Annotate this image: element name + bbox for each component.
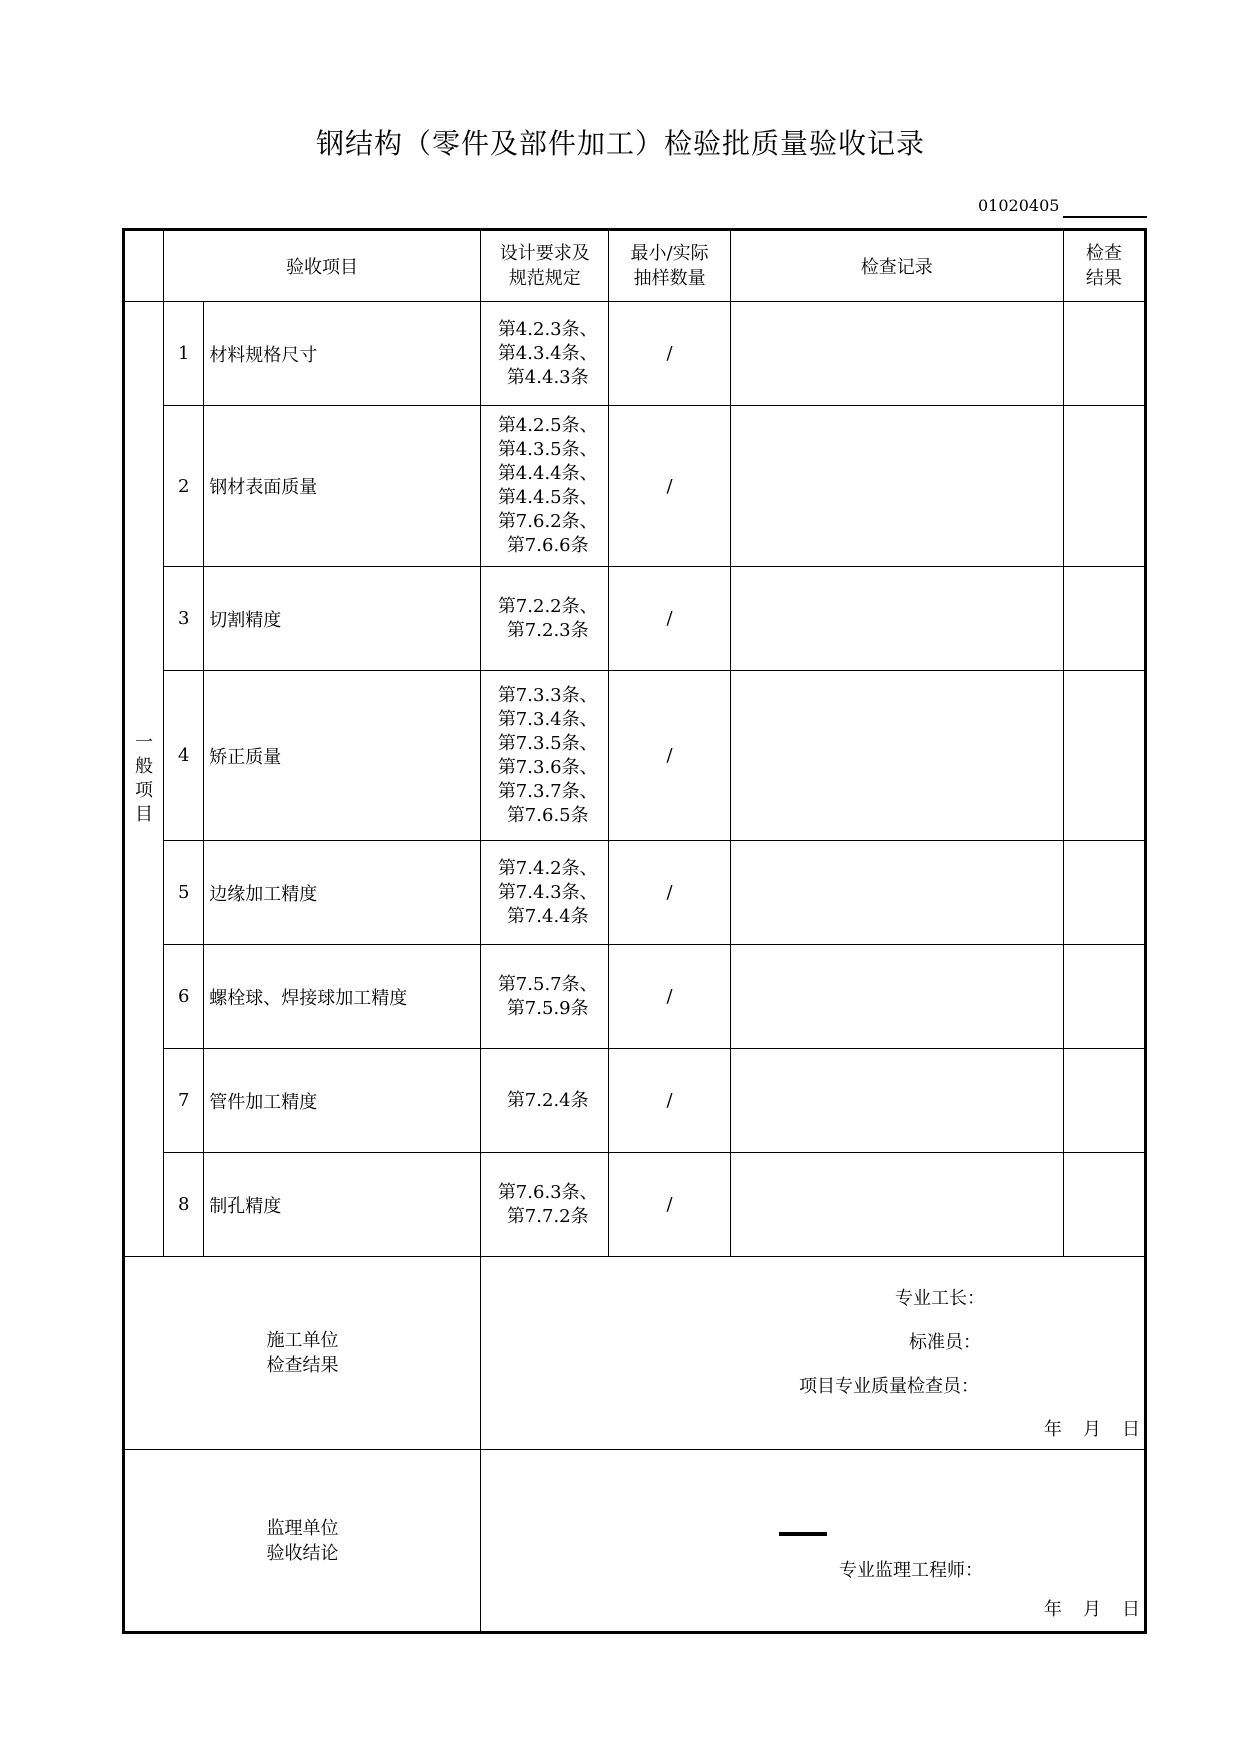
row-record-cell[interactable]	[730, 567, 1063, 671]
row-number: 6	[164, 945, 204, 1049]
table-header-row	[124, 230, 1146, 302]
row-number: 5	[164, 841, 204, 945]
row-record-cell[interactable]	[730, 406, 1063, 567]
sample-header	[609, 230, 730, 302]
row-standard: 第4.2.3条、 第4.3.4条、 第4.4.3条	[481, 302, 609, 406]
supervision-date-month: 月	[1083, 1599, 1101, 1620]
row-record-cell[interactable]	[730, 302, 1063, 406]
row-record-cell[interactable]	[730, 945, 1063, 1049]
standard-header-line2: 规范规定	[508, 268, 581, 289]
row-result-cell[interactable]	[1063, 406, 1145, 567]
row-item-name: 切割精度	[204, 567, 481, 671]
row-item-name: 螺栓球、焊接球加工精度	[204, 945, 481, 1049]
result-header-line1: 检查	[1085, 243, 1122, 264]
row-result-cell[interactable]	[1063, 302, 1145, 406]
row-sample-count: /	[609, 841, 730, 945]
signature-dash-mark	[779, 1532, 827, 1536]
row-result-cell[interactable]	[1063, 841, 1145, 945]
standard-header-line1: 设计要求及	[499, 243, 590, 264]
table-row	[124, 567, 1146, 671]
row-sample-count: /	[609, 671, 730, 841]
result-header-line2: 结果	[1085, 268, 1122, 289]
row-sample-count: /	[609, 1049, 730, 1153]
row-number: 3	[164, 567, 204, 671]
table-row	[124, 671, 1146, 841]
row-result-cell[interactable]	[1063, 945, 1145, 1049]
construction-date-day: 日	[1122, 1419, 1140, 1440]
supervision-date-year: 年	[1044, 1599, 1062, 1620]
row-standard: 第7.2.4条	[481, 1049, 609, 1153]
row-record-cell[interactable]	[730, 841, 1063, 945]
row-sample-count: /	[609, 1153, 730, 1257]
row-result-cell[interactable]	[1063, 1153, 1145, 1257]
construction-date-year: 年	[1044, 1419, 1062, 1440]
row-item-name: 制孔精度	[204, 1153, 481, 1257]
table-row	[124, 1049, 1146, 1153]
sample-header-line1: 最小/实际	[630, 243, 709, 264]
row-item-name: 边缘加工精度	[204, 841, 481, 945]
row-sample-count: /	[609, 945, 730, 1049]
row-item-name: 管件加工精度	[204, 1049, 481, 1153]
row-number: 7	[164, 1049, 204, 1153]
item-header: 验收项目	[164, 230, 481, 302]
row-standard: 第7.4.2条、 第7.4.3条、 第7.4.4条	[481, 841, 609, 945]
construction-unit-label: 施工单位 检查结果	[124, 1257, 481, 1450]
construction-unit-row	[124, 1257, 1146, 1450]
inspection-record-table	[122, 228, 1147, 1634]
row-sample-count: /	[609, 567, 730, 671]
row-standard: 第4.2.5条、 第4.3.5条、 第4.4.4条、 第4.4.5条、 第7.6.2条、 第7.6.6条	[481, 406, 609, 567]
row-result-cell[interactable]	[1063, 567, 1145, 671]
row-item-name: 矫正质量	[204, 671, 481, 841]
table-row	[124, 945, 1146, 1049]
row-standard: 第7.6.3条、 第7.7.2条	[481, 1153, 609, 1257]
row-sample-count: /	[609, 302, 730, 406]
row-number: 2	[164, 406, 204, 567]
standard-officer-label: 标准员：	[909, 1332, 981, 1353]
row-item-name: 材料规格尺寸	[204, 302, 481, 406]
result-header	[1063, 230, 1145, 302]
quality-inspector-label: 项目专业质量检查员：	[799, 1376, 979, 1397]
row-number: 4	[164, 671, 204, 841]
table-row	[124, 841, 1146, 945]
row-number: 1	[164, 302, 204, 406]
record-header: 检查记录	[730, 230, 1063, 302]
supervision-date-day: 日	[1122, 1599, 1140, 1620]
page-title: 钢结构（零件及部件加工）检验批质量验收记录	[315, 127, 925, 160]
row-record-cell[interactable]	[730, 1153, 1063, 1257]
document-code-underline	[1063, 216, 1147, 218]
standard-header	[481, 230, 609, 302]
supervision-unit-label: 监理单位 验收结论	[124, 1450, 481, 1633]
table-row	[124, 302, 1146, 406]
row-result-cell[interactable]	[1063, 1049, 1145, 1153]
row-record-cell[interactable]	[730, 1049, 1063, 1153]
table-row	[124, 406, 1146, 567]
row-number: 8	[164, 1153, 204, 1257]
supervision-unit-row	[124, 1450, 1146, 1633]
row-standard: 第7.3.3条、 第7.3.4条、 第7.3.5条、 第7.3.6条、 第7.3.7条、 第7.6.5条	[481, 671, 609, 841]
row-standard: 第7.5.7条、 第7.5.9条	[481, 945, 609, 1049]
supervision-engineer-label: 专业监理工程师：	[839, 1560, 983, 1581]
document-code: 01020405	[978, 196, 1060, 215]
row-sample-count: /	[609, 406, 730, 567]
row-item-name: 钢材表面质量	[204, 406, 481, 567]
category-column-top	[124, 230, 164, 302]
table-row	[124, 1153, 1146, 1257]
row-result-cell[interactable]	[1063, 671, 1145, 841]
sample-header-line2: 抽样数量	[633, 268, 706, 289]
row-record-cell[interactable]	[730, 671, 1063, 841]
category-label-general-items: 一 般 项 目	[124, 302, 164, 1257]
foreman-label: 专业工长：	[895, 1288, 985, 1309]
construction-date-month: 月	[1083, 1419, 1101, 1440]
row-standard: 第7.2.2条、 第7.2.3条	[481, 567, 609, 671]
